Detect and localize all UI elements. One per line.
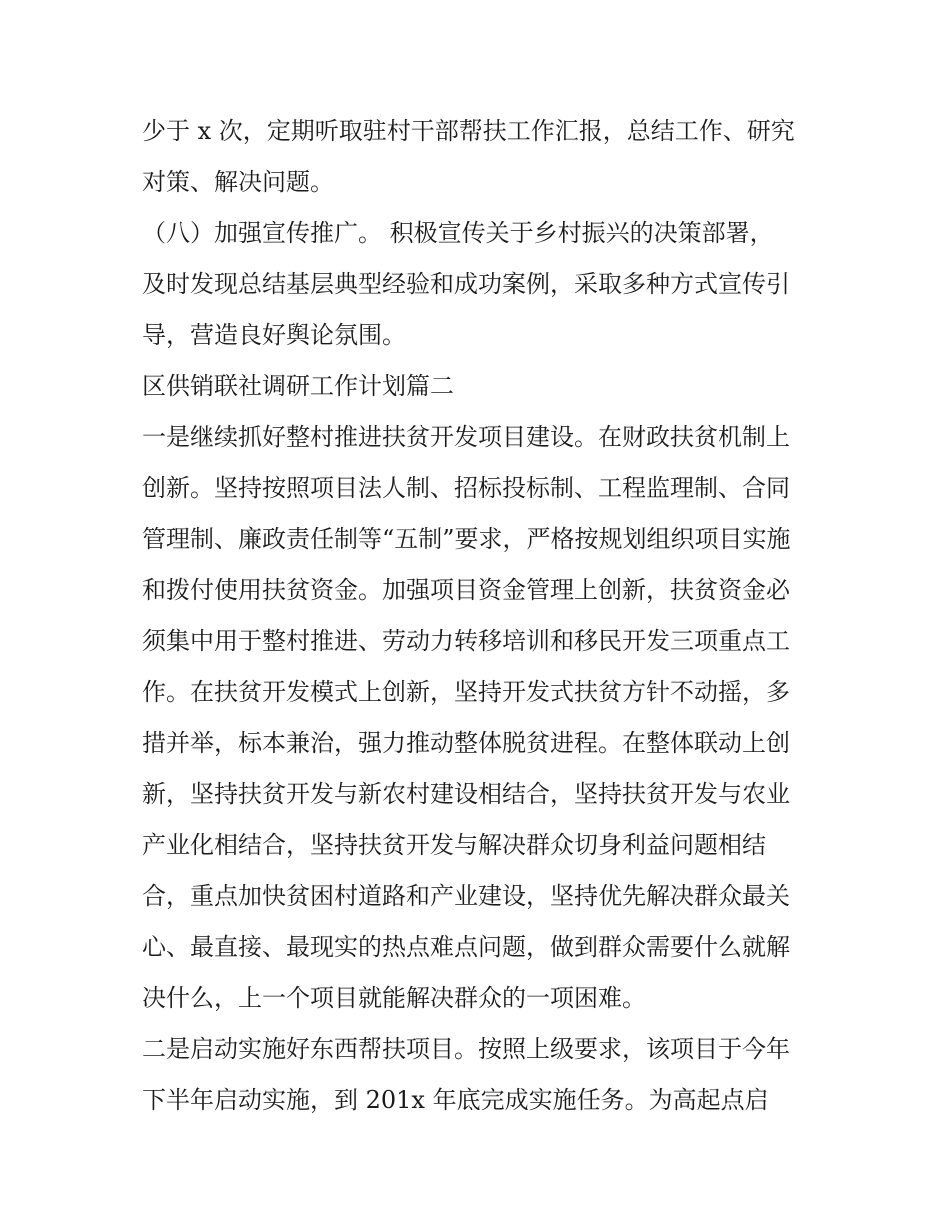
paragraph-line: 及时发现总结基层典型经验和成功案例，采取多种方式宣传引 — [142, 270, 790, 298]
paragraph-line: 作。在扶贫开发模式上创新，坚持开发式扶贫方针不动摇，多 — [142, 678, 790, 706]
paragraph-line: 管理制、廉政责任制等“五制”要求，严格按规划组织项目实施 — [142, 525, 791, 553]
document-heading: 区供销联社调研工作计划篇二 — [142, 372, 454, 400]
document-body — [142, 106, 814, 1126]
paragraph-line: 一是继续抓好整村推进扶贫开发项目建设。在财政扶贫机制上 — [142, 423, 790, 451]
paragraph-line: 和拨付使用扶贫资金。加强项目资金管理上创新，扶贫资金必 — [142, 576, 790, 604]
section-heading-line: （八）加强宣传推广。 积极宣传关于乡村振兴的决策部署， — [142, 219, 774, 247]
paragraph-line: 创新。坚持按照项目法人制、招标投标制、工程监理制、合同 — [142, 474, 790, 502]
paragraph-line: 合，重点加快贫困村道路和产业建设，坚持优先解决群众最关 — [142, 882, 790, 910]
paragraph-line: 心、最直接、最现实的热点难点问题，做到群众需要什么就解 — [142, 933, 790, 961]
paragraph-line: 二是启动实施好东西帮扶项目。按照上级要求，该项目于今年 — [142, 1035, 790, 1063]
paragraph-line: 对策、解决问题。 — [142, 168, 334, 196]
paragraph-line: 决什么，上一个项目就能解决群众的一项困难。 — [142, 984, 646, 1012]
paragraph-line: 导，营造良好舆论氛围。 — [142, 321, 406, 349]
paragraph-line: 须集中用于整村推进、劳动力转移培训和移民开发三项重点工 — [142, 627, 790, 655]
paragraph-line: 新，坚持扶贫开发与新农村建设相结合，坚持扶贫开发与农业 — [142, 780, 790, 808]
paragraph-line: 产业化相结合，坚持扶贫开发与解决群众切身利益问题相结 — [142, 831, 766, 859]
paragraph-line: 措并举，标本兼治，强力推动整体脱贫进程。在整体联动上创 — [142, 729, 790, 757]
paragraph-line: 下半年启动实施，到 201x 年底完成实施任务。为高起点启 — [142, 1086, 769, 1114]
paragraph-line: 少于 x 次，定期听取驻村干部帮扶工作汇报，总结工作、研究 — [142, 117, 795, 145]
